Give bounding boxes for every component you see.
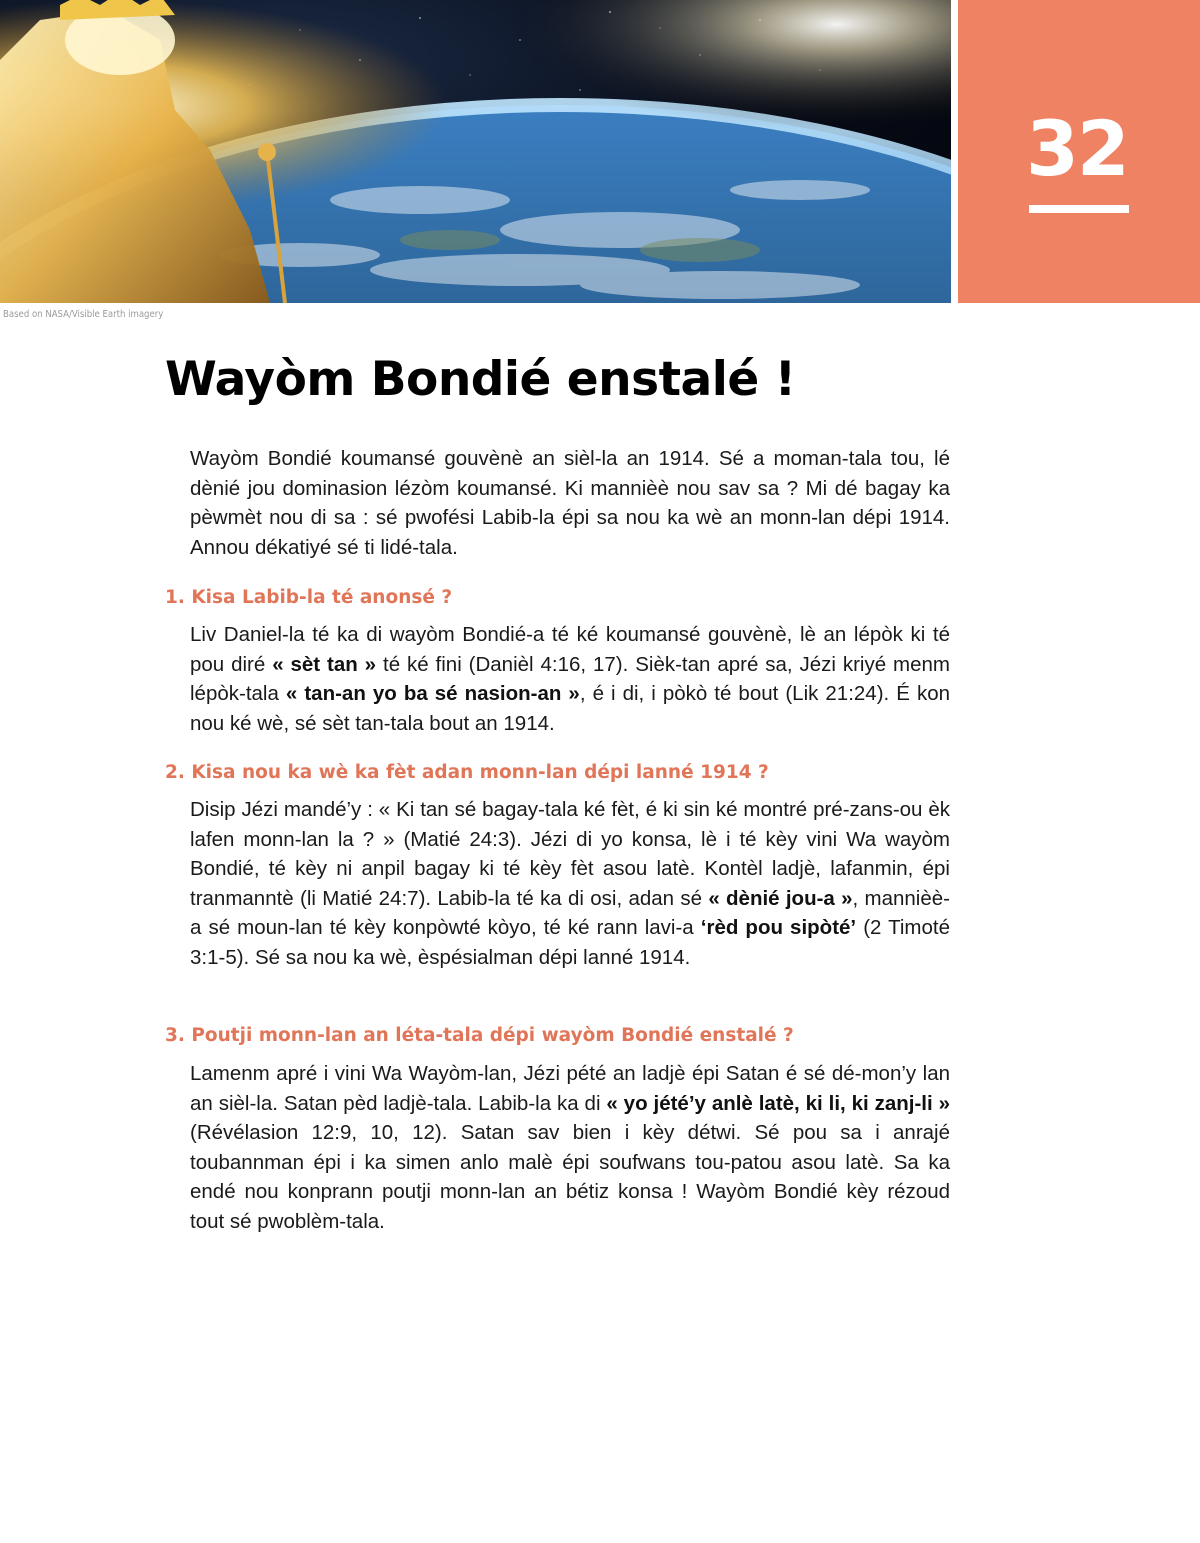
page-title: Wayòm Bondié enstalé !	[165, 352, 796, 407]
emphasis: « yo jété’y anlè latè, ki li, ki zanj-li »	[606, 1091, 950, 1115]
question-3: 3. Poutji monn-lan an léta-tala dépi wayòm Bondié enstalé ?	[165, 1025, 794, 1046]
chapter-underline	[1029, 205, 1129, 213]
emphasis: ‘rèd pou sipòté’	[700, 916, 857, 939]
chapter-number: 32	[1026, 104, 1128, 193]
question-1: 1. Kisa Labib-la té anonsé ?	[165, 587, 453, 608]
emphasis: « tan-an yo ba sé nasion-an »	[285, 682, 580, 705]
answer-2: Disip Jézi mandé’y : « Ki tan sé bagay-tala ké fèt, é ki sin ké montré pré-zans-ou èk lafen monn-lan la ? » (Matié 24:3). Jézi di yo konsa, lè i té kèy vini Wa wayòm Bondié, té kèy ni anpil bagay ki té kèy fèt asou latè. Kontèl ladjè, lafanmin, épi tranmanntè (li Matié 24:7). Labib-la té ka di osi, adan sé « dènié jou-a », mannièè-a sé moun-lan té kèy konpòwté kòyo, té ké rann lavi-a ‘rèd pou sipòté’ (2 Timoté 3:1-5). Sé sa nou ka wè, èspésialman dépi lanné 1914.	[190, 798, 951, 969]
emphasis: « sèt tan »	[272, 652, 377, 676]
intro-paragraph: Wayòm Bondié koumansé gouvènè an sièl-la an 1914. Sé a moman-tala tou, lé dènié jou dominasion lézòm koumansé. Ki mannièè nou sav sa ? Mi dé bagay ka pèwmèt nou di sa : sé pwofési Labib-la épi sa nou ka wè an monn-lan dépi 1914. Annou dékatiyé sé ti lidé-tala.	[190, 447, 950, 559]
answer-3: Lamenm apré i vini Wa Wayòm-lan, Jézi pété an ladjè épi Satan é sé dé-mon’y lan an sièl-la. Satan pèd ladjè-tala. Labib-la ka di « yo jété’y anlè latè, ki li, ki zanj-li » (Révélasion 12:9, 10, 12). Satan sav bien i kèy détwi. Sé pou sa i anrajé toubannman épi i ka simen anlo malè épi soufwans tou-patou asou latè. Sa ka endé nou konprann poutji monn-lan an bétiz konsa ! Wayòm Bondié kèy rézoud tout sé pwoblèm-tala.	[190, 1062, 950, 1233]
image-credit: Based on NASA/Visible Earth imagery	[3, 309, 164, 320]
answer-1: Liv Daniel-la té ka di wayòm Bondié-a té ké koumansé gouvènè, lè an lépòk ki té pou diré « sèt tan » té ké fini (Danièl 4:16, 17). Sièk-tan apré sa, Jézi kriyé menm lépòk-tala « tan-an yo ba sé nasion-an », é i di, i pòkò té bout (Lik 21:24). É kon nou ké wè, sé sèt tan-tala bout an 1914.	[190, 623, 951, 735]
earth-from-space-illustration	[0, 0, 951, 303]
question-2: 2. Kisa nou ka wè ka fèt adan monn-lan dépi lanné 1914 ?	[165, 762, 769, 783]
hero-image	[0, 0, 951, 303]
emphasis: « dènié jou-a »	[708, 886, 853, 910]
